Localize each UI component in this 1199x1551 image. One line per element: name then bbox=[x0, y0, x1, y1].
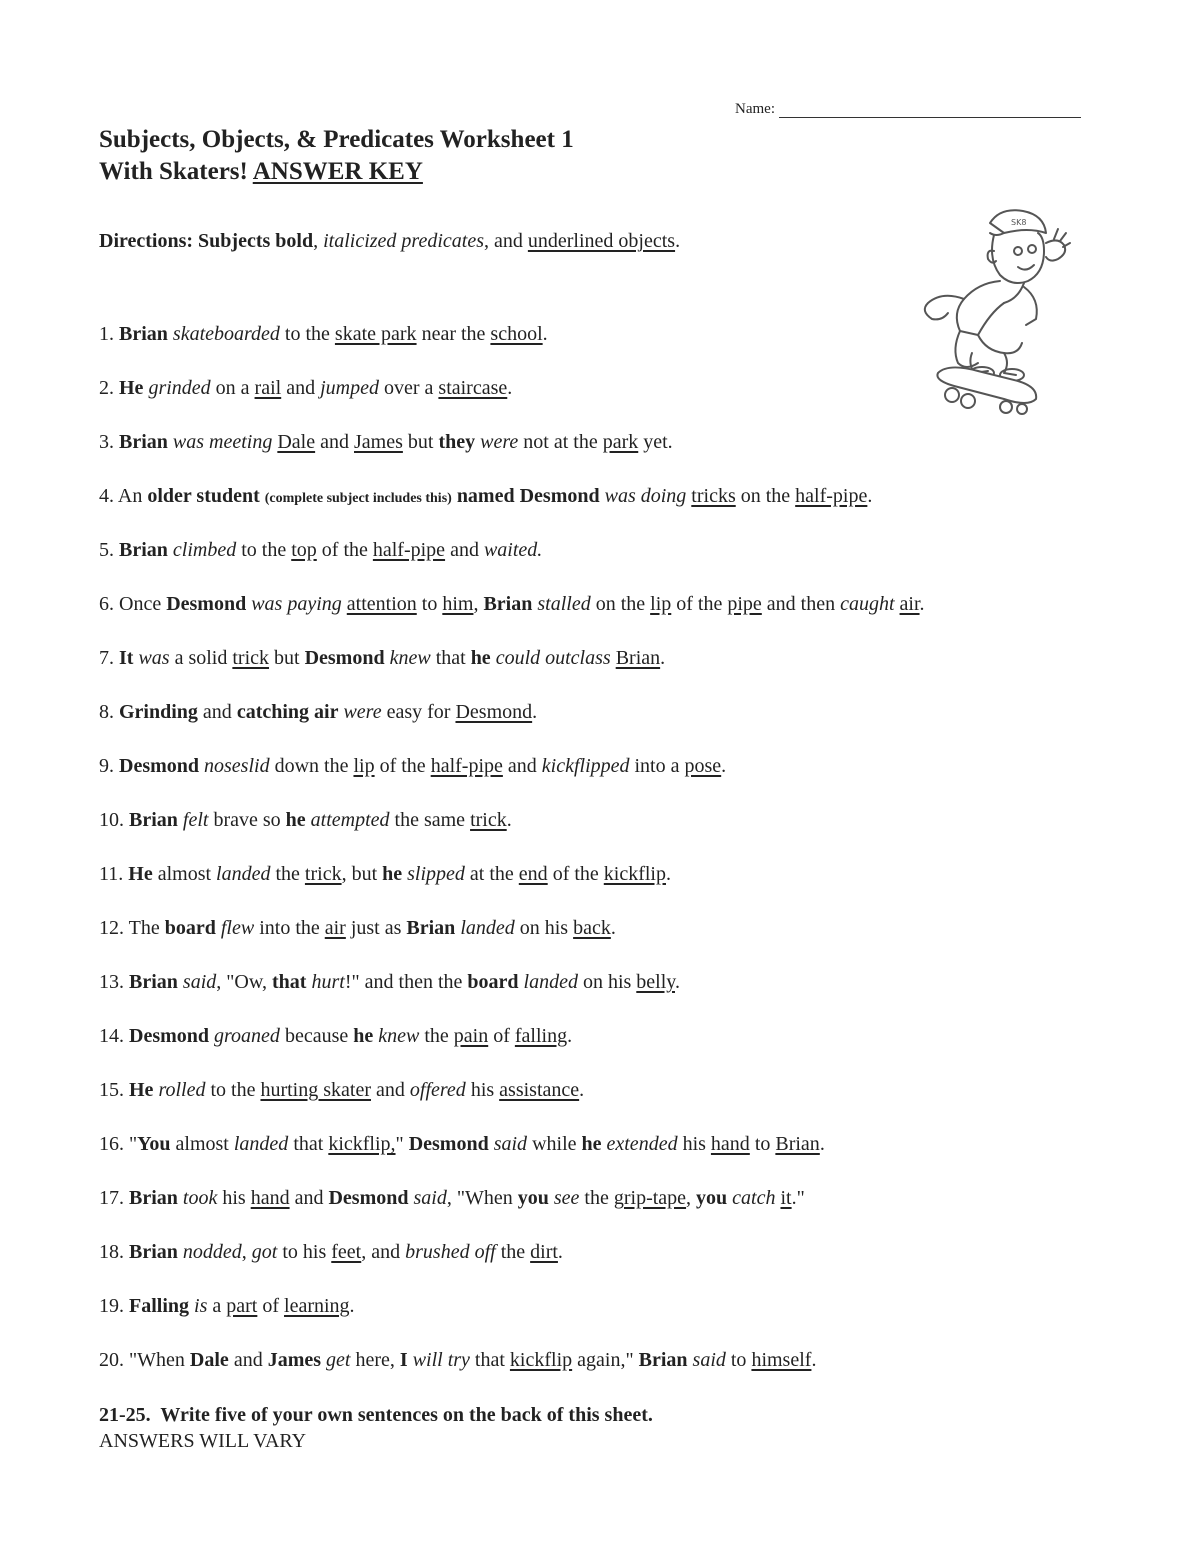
sentence-part-text: to his bbox=[277, 1241, 332, 1263]
sentence-part-text: on his bbox=[514, 917, 574, 939]
sentence-part-text: brave so bbox=[208, 809, 286, 831]
sentence-part-text: 9. bbox=[99, 755, 119, 777]
title-line-1: Subjects, Objects, & Predicates Worksheet 1 bbox=[99, 126, 574, 153]
sentence-part-predicate: knew bbox=[389, 647, 431, 669]
name-label: Name: bbox=[735, 101, 775, 117]
sentence-part-object: lip bbox=[353, 755, 375, 777]
sentence-part-object: pipe bbox=[727, 593, 762, 615]
sentence-part-text: on the bbox=[590, 593, 651, 615]
sentence-part-text: " bbox=[395, 1133, 409, 1155]
sentence-part-text: . bbox=[557, 1241, 563, 1263]
sentence-part-text: just as bbox=[345, 917, 407, 939]
title-line-2 bbox=[99, 156, 574, 188]
sentence-part-text: the same bbox=[389, 809, 471, 831]
sentence-part-text: 1. bbox=[99, 323, 119, 345]
sentence-part-subject: you bbox=[517, 1187, 549, 1209]
sentence-7 bbox=[99, 644, 1099, 698]
sentence-part-text: 4. An bbox=[99, 485, 148, 507]
sentence-part-text: his bbox=[465, 1079, 500, 1101]
sentence-part-object: staircase bbox=[438, 377, 508, 399]
sentence-part-subject: he bbox=[285, 809, 306, 831]
sentence-part-predicate: were bbox=[343, 701, 382, 723]
sentence-part-object: half-pipe bbox=[430, 755, 503, 777]
sentence-part-text: his bbox=[217, 1187, 251, 1209]
directions-text: , and bbox=[483, 230, 528, 252]
sentence-part-text: on a bbox=[210, 377, 255, 399]
sentence-part-object: kickflip bbox=[603, 863, 666, 885]
sentence-part-object: trick bbox=[232, 647, 270, 669]
sentence-part-object: hand bbox=[250, 1187, 290, 1209]
sentence-part-text: 10. bbox=[99, 809, 129, 831]
sentence-part-object: himself bbox=[751, 1349, 812, 1371]
sentence-part-predicate: said bbox=[413, 1187, 447, 1209]
sentence-part-text: into the bbox=[254, 917, 325, 939]
sentence-part-subject: You bbox=[137, 1133, 171, 1155]
sentence-part-predicate: got bbox=[251, 1241, 278, 1263]
sentence-part-object: back bbox=[573, 917, 611, 939]
sentence-part-predicate: grinded bbox=[148, 377, 211, 399]
sentence-part-text: here, bbox=[350, 1349, 400, 1371]
sentence-part-text: . bbox=[919, 593, 925, 615]
sentence-part-subject: Brian bbox=[638, 1349, 688, 1371]
sentence-part-text: 20. "When bbox=[99, 1349, 190, 1371]
sentence-14 bbox=[99, 1022, 1099, 1076]
sentence-part-predicate: landed bbox=[460, 917, 515, 939]
sentence-part-text: on the bbox=[735, 485, 796, 507]
sentence-part-text: ." bbox=[791, 1187, 805, 1209]
sentence-part-subject: Desmond bbox=[328, 1187, 409, 1209]
sentence-part-object: hurting skater bbox=[260, 1079, 371, 1101]
sentence-part-predicate: was paying bbox=[251, 593, 342, 615]
directions-predicate: italicized predicates bbox=[323, 230, 484, 252]
sentence-part-text: his bbox=[677, 1133, 711, 1155]
sentence-19 bbox=[99, 1292, 1099, 1346]
sentence-part-text: . bbox=[819, 1133, 825, 1155]
sentence-part-text: but bbox=[269, 647, 305, 669]
sentence-20 bbox=[99, 1346, 1099, 1400]
sentence-part-text: to the bbox=[236, 539, 292, 561]
sentence-part-predicate: took bbox=[182, 1187, 218, 1209]
sentence-part-text: of bbox=[257, 1295, 285, 1317]
sentence-part-text: easy for bbox=[381, 701, 456, 723]
sentence-part-predicate: get bbox=[326, 1349, 351, 1371]
sentence-part-subject: Desmond bbox=[129, 1025, 210, 1047]
sentence-part-predicate: catch bbox=[732, 1187, 776, 1209]
sentence-part-subject: he bbox=[353, 1025, 374, 1047]
sentence-part-text: of the bbox=[374, 755, 431, 777]
sentence-part-text: and then bbox=[761, 593, 841, 615]
name-field bbox=[735, 101, 1081, 118]
sentence-part-predicate: waited. bbox=[483, 539, 543, 561]
sentence-part-text: , "Ow, bbox=[216, 971, 273, 993]
sentence-part-subject: they bbox=[438, 431, 476, 453]
sentence-part-subject: Falling bbox=[129, 1295, 190, 1317]
sentence-15 bbox=[99, 1076, 1099, 1130]
sentence-part-subject: Desmond bbox=[119, 755, 200, 777]
sentence-part-subject: board bbox=[164, 917, 216, 939]
sentence-part-text: . bbox=[610, 917, 616, 939]
sentence-part-text: , bbox=[241, 1241, 252, 1263]
sentence-part-object: top bbox=[291, 539, 317, 561]
sentence-part-object: part bbox=[226, 1295, 258, 1317]
sentence-part-text: of the bbox=[671, 593, 728, 615]
sentence-part-object: half-pipe bbox=[372, 539, 446, 561]
sentence-part-subject: It bbox=[119, 647, 134, 669]
sentence-part-text: 5. bbox=[99, 539, 119, 561]
sentence-part-object: Brian bbox=[615, 647, 661, 669]
sentence-part-object: learning bbox=[284, 1295, 350, 1317]
sentence-part-predicate: is bbox=[194, 1295, 208, 1317]
sentence-part-text: . bbox=[507, 377, 513, 399]
sentence-part-text: over a bbox=[378, 377, 439, 399]
sentence-part-object: pose bbox=[684, 755, 722, 777]
sentence-part-object: James bbox=[354, 431, 403, 453]
prompt-number: 21-25. bbox=[99, 1404, 151, 1426]
sentence-part-text: and bbox=[502, 755, 542, 777]
sentence-part-text: 15. bbox=[99, 1079, 129, 1101]
sentence-part-subject: he bbox=[581, 1133, 602, 1155]
prompt-text: Write five of your own sentences on the back of this sheet. bbox=[160, 1404, 653, 1426]
sentence-part-text: 12. The bbox=[99, 917, 165, 939]
directions bbox=[99, 230, 680, 253]
sentence-part-text: 19. bbox=[99, 1295, 129, 1317]
sentence-10 bbox=[99, 806, 1099, 860]
sentence-part-subject: I bbox=[399, 1349, 408, 1371]
sentence-part-subject: Brian bbox=[129, 971, 178, 993]
sentence-part-text: near the bbox=[416, 323, 491, 345]
sentence-part-text: the bbox=[419, 1025, 454, 1047]
sentence-part-text: 11. bbox=[99, 863, 129, 885]
sentence-part-subject: Brian bbox=[119, 323, 168, 345]
sentence-part-object: kickflip, bbox=[328, 1133, 396, 1155]
sentence-part-text: and bbox=[315, 431, 354, 453]
sentence-part-predicate: see bbox=[553, 1187, 580, 1209]
sentence-part-text: again," bbox=[572, 1349, 639, 1371]
sentence-part-predicate: caught bbox=[840, 593, 895, 615]
sentence-part-text: , but bbox=[341, 863, 383, 885]
sentence-part-predicate: said bbox=[182, 971, 217, 993]
sentence-part-object: lip bbox=[650, 593, 672, 615]
directions-subject: Directions: Subjects bold bbox=[99, 230, 314, 252]
sentence-part-object: trick bbox=[304, 863, 342, 885]
sentence-part-text: of bbox=[488, 1025, 515, 1047]
sentence-part-text: the bbox=[579, 1187, 614, 1209]
sentence-part-text: yet. bbox=[638, 431, 673, 453]
sentence-part-text: that bbox=[430, 647, 471, 669]
sentence-part-text: 17. bbox=[99, 1187, 129, 1209]
sentence-part-subject: Brian bbox=[119, 431, 168, 453]
sentence-5 bbox=[99, 536, 1099, 590]
sentence-part-text: the bbox=[495, 1241, 531, 1263]
sentence-part-predicate: noseslid bbox=[204, 755, 270, 777]
sentence-part-predicate: flew bbox=[220, 917, 255, 939]
sentence-part-object: Desmond bbox=[455, 701, 533, 723]
sentence-part-object: park bbox=[602, 431, 639, 453]
sentence-part-text: to the bbox=[205, 1079, 261, 1101]
sentence-part-subject: that bbox=[272, 971, 307, 993]
sentence-part-predicate: could outclass bbox=[495, 647, 611, 669]
sentence-part-object: belly bbox=[636, 971, 675, 993]
sentence-part-text: that bbox=[469, 1349, 510, 1371]
sentence-part-object: school bbox=[490, 323, 543, 345]
sentence-part-text: . bbox=[660, 647, 666, 669]
sentence-4 bbox=[99, 482, 1099, 536]
sentence-part-text: not at the bbox=[518, 431, 603, 453]
sentence-part-text: . bbox=[721, 755, 727, 777]
sentence-8 bbox=[99, 698, 1099, 752]
sentence-part-text: almost bbox=[152, 863, 217, 885]
sentence-part-predicate: hurt bbox=[311, 971, 345, 993]
sentence-17 bbox=[99, 1184, 1099, 1238]
directions-text: , bbox=[313, 230, 324, 252]
sentence-part-predicate: extended bbox=[606, 1133, 678, 1155]
sentence-part-object: trick bbox=[470, 809, 507, 831]
sentence-part-object: Dale bbox=[277, 431, 316, 453]
sentence-part-text: . bbox=[506, 809, 512, 831]
answers-note: ANSWERS WILL VARY bbox=[99, 1430, 307, 1452]
sentence-part-subject: you bbox=[696, 1187, 728, 1209]
sentence-part-text: and bbox=[197, 701, 237, 723]
sentence-part-text: . bbox=[579, 1079, 585, 1101]
skateboarder-icon bbox=[908, 203, 1073, 415]
sentence-3 bbox=[99, 428, 1099, 482]
sentence-part-text: , "When bbox=[446, 1187, 518, 1209]
sentence-16 bbox=[99, 1130, 1099, 1184]
sentence-part-object: rail bbox=[254, 377, 282, 399]
sentence-part-text: 3. bbox=[99, 431, 119, 453]
worksheet-title bbox=[99, 124, 574, 188]
sentence-part-text: and bbox=[289, 1187, 329, 1209]
sentence-18 bbox=[99, 1238, 1099, 1292]
sentence-part-object: air bbox=[324, 917, 346, 939]
sentence-part-text: into a bbox=[629, 755, 685, 777]
sentence-part-subject: Desmond bbox=[304, 647, 385, 669]
sentence-part-object: feet bbox=[331, 1241, 362, 1263]
sentence-part-predicate: were bbox=[480, 431, 519, 453]
sentence-part-text: !" and then the bbox=[344, 971, 468, 993]
sentence-part-object: falling bbox=[514, 1025, 568, 1047]
sentence-part-predicate: landed bbox=[233, 1133, 289, 1155]
sentence-part-text: 16. " bbox=[99, 1133, 138, 1155]
sentence-12 bbox=[99, 914, 1099, 968]
sentence-part-subject: He bbox=[129, 1079, 154, 1101]
sentence-9 bbox=[99, 752, 1099, 806]
sentence-part-object: him bbox=[442, 593, 474, 615]
sentence-part-object: grip-tape bbox=[613, 1187, 687, 1209]
sentence-list bbox=[99, 320, 1099, 1400]
sentence-part-text: to bbox=[416, 593, 443, 615]
sentence-part-predicate: groaned bbox=[214, 1025, 280, 1047]
sentence-11 bbox=[99, 860, 1099, 914]
sentence-part-text: , bbox=[473, 593, 484, 615]
sentence-part-object: skate park bbox=[334, 323, 417, 345]
sentence-part-subject: Brian bbox=[129, 809, 178, 831]
sentence-part-subject: Brian bbox=[129, 1241, 178, 1263]
sentence-part-text: at the bbox=[464, 863, 519, 885]
sentence-part-predicate: attempted bbox=[310, 809, 390, 831]
sentence-part-subject: board bbox=[467, 971, 519, 993]
sentence-part-predicate: was doing bbox=[604, 485, 687, 507]
directions-object: underlined objects bbox=[527, 230, 676, 252]
name-blank[interactable] bbox=[779, 102, 1081, 118]
sentence-6 bbox=[99, 590, 1099, 644]
sentence-part-predicate: stalled bbox=[537, 593, 591, 615]
sentence-part-subject: He bbox=[119, 377, 144, 399]
sentence-part-text: a bbox=[207, 1295, 227, 1317]
sentence-part-predicate: knew bbox=[378, 1025, 420, 1047]
sentence-part-predicate: brushed off bbox=[405, 1241, 496, 1263]
sentence-part-subject: Brian bbox=[406, 917, 456, 939]
sentence-part-object: assistance bbox=[499, 1079, 580, 1101]
sentence-part-text: because bbox=[279, 1025, 354, 1047]
sentence-part-text: 2. bbox=[99, 377, 119, 399]
sentence-part-text: . bbox=[349, 1295, 355, 1317]
sentence-part-subject: catching air bbox=[236, 701, 339, 723]
sentence-part-text: of the bbox=[316, 539, 373, 561]
sentence-part-text: 7. bbox=[99, 647, 119, 669]
prompt-line bbox=[99, 1402, 653, 1428]
sentence-part-text: . bbox=[811, 1349, 817, 1371]
sentence-part-predicate: was bbox=[138, 647, 170, 669]
sentence-part-text: and bbox=[445, 539, 484, 561]
final-prompt bbox=[99, 1402, 653, 1454]
sentence-part-object: half-pipe bbox=[795, 485, 868, 507]
sentence-part-predicate: felt bbox=[182, 809, 209, 831]
sentence-part-subject: (complete subject includes this) bbox=[264, 491, 452, 506]
sentence-part-subject: Grinding bbox=[119, 701, 198, 723]
sentence-part-text: to bbox=[725, 1349, 752, 1371]
sentence-part-text: of the bbox=[547, 863, 604, 885]
sentence-part-text: that bbox=[288, 1133, 329, 1155]
sentence-part-text: 13. bbox=[99, 971, 129, 993]
sentence-part-text: . bbox=[675, 971, 680, 993]
sentence-part-text: and bbox=[371, 1079, 410, 1101]
sentence-part-object: Brian bbox=[775, 1133, 820, 1155]
cap-text: SK8 bbox=[1011, 218, 1027, 227]
sentence-part-text: 6. Once bbox=[99, 593, 167, 615]
sentence-part-subject: Desmond bbox=[166, 593, 247, 615]
sentence-part-predicate: will try bbox=[412, 1349, 470, 1371]
sentence-part-object: dirt bbox=[530, 1241, 558, 1263]
sentence-part-predicate: said bbox=[692, 1349, 726, 1371]
sentence-part-subject: James bbox=[267, 1349, 322, 1371]
sentence-part-object: pain bbox=[453, 1025, 489, 1047]
sentence-part-text: 18. bbox=[99, 1241, 129, 1263]
sentence-part-object: air bbox=[899, 593, 920, 615]
sentence-part-text: . bbox=[542, 323, 548, 345]
sentence-part-text: a solid bbox=[169, 647, 233, 669]
sentence-part-text: . bbox=[867, 485, 873, 507]
sentence-part-text: to bbox=[749, 1133, 776, 1155]
sentence-part-text: while bbox=[527, 1133, 582, 1155]
sentence-part-predicate: climbed bbox=[172, 539, 237, 561]
sentence-part-predicate: kickflipped bbox=[541, 755, 630, 777]
sentence-part-predicate: skateboarded bbox=[172, 323, 280, 345]
sentence-part-object: tricks bbox=[691, 485, 736, 507]
sentence-part-predicate: rolled bbox=[158, 1079, 206, 1101]
sentence-part-subject: he bbox=[470, 647, 491, 669]
sentence-part-predicate: nodded bbox=[182, 1241, 242, 1263]
sentence-part-text: to the bbox=[279, 323, 335, 345]
sentence-part-text: on his bbox=[577, 971, 637, 993]
sentence-13 bbox=[99, 968, 1099, 1022]
sentence-part-text: . bbox=[666, 863, 671, 885]
sentence-part-predicate: was meeting bbox=[172, 431, 273, 453]
sentence-part-predicate: landed bbox=[523, 971, 578, 993]
sentence-part-subject: older student bbox=[147, 485, 260, 507]
sentence-part-predicate: jumped bbox=[320, 377, 379, 399]
sentence-part-object: end bbox=[518, 863, 548, 885]
sentence-part-predicate: said bbox=[493, 1133, 528, 1155]
sentence-part-text: 14. bbox=[99, 1025, 129, 1047]
sentence-part-object: it bbox=[780, 1187, 792, 1209]
sentence-part-object: hand bbox=[710, 1133, 750, 1155]
sentence-part-predicate: slipped bbox=[407, 863, 465, 885]
sentence-part-object: attention bbox=[346, 593, 417, 615]
sentence-part-subject: Desmond bbox=[408, 1133, 489, 1155]
sentence-part-subject: named Desmond bbox=[456, 485, 600, 507]
sentence-part-text: but bbox=[402, 431, 439, 453]
sentence-part-subject: Brian bbox=[129, 1187, 178, 1209]
sentence-part-text: . bbox=[532, 701, 538, 723]
sentence-part-subject: Dale bbox=[189, 1349, 229, 1371]
sentence-part-subject: He bbox=[128, 863, 153, 885]
answer-key-label: ANSWER KEY bbox=[252, 158, 423, 185]
sentence-part-text: and bbox=[281, 377, 321, 399]
sentence-part-text: . bbox=[567, 1025, 573, 1047]
sentence-part-text: 8. bbox=[99, 701, 119, 723]
sentence-part-subject: Brian bbox=[119, 539, 168, 561]
sentence-part-text: down the bbox=[269, 755, 354, 777]
title-subtitle: With Skaters! bbox=[99, 158, 253, 185]
sentence-part-text: , and bbox=[361, 1241, 406, 1263]
sentence-part-object: kickflip bbox=[509, 1349, 573, 1371]
sentence-part-predicate: offered bbox=[409, 1079, 466, 1101]
sentence-part-text: and bbox=[228, 1349, 268, 1371]
sentence-part-text: the bbox=[270, 863, 305, 885]
directions-text: . bbox=[675, 230, 681, 252]
sentence-part-subject: Brian bbox=[483, 593, 533, 615]
sentence-part-subject: he bbox=[382, 863, 403, 885]
sentence-part-text: , bbox=[686, 1187, 697, 1209]
sentence-part-text: almost bbox=[170, 1133, 234, 1155]
sentence-part-predicate: landed bbox=[216, 863, 271, 885]
